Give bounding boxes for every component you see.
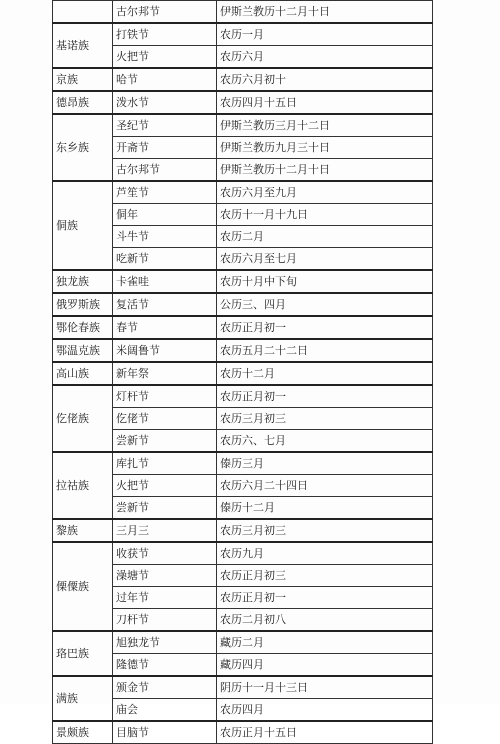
festival-date-cell: 农历一月	[217, 23, 433, 46]
table-row	[53, 631, 433, 654]
table-row	[53, 68, 433, 91]
festival-name-cell: 吃新节	[113, 248, 217, 271]
festival-name-cell: 火把节	[113, 475, 217, 497]
festival-date-cell: 农历正月初一	[217, 385, 433, 408]
festival-name-cell: 目脑节	[113, 721, 217, 744]
festival-date-cell: 农历正月初三	[217, 565, 433, 587]
table-row	[53, 293, 433, 316]
ethnic-group-cell: 德昂族	[53, 91, 113, 114]
festival-name-cell: 过年节	[113, 587, 217, 609]
ethnic-group-cell: 景颇族	[53, 721, 113, 744]
festival-name-cell: 新年祭	[113, 362, 217, 385]
festival-date-cell: 傣历三月	[217, 452, 433, 475]
festival-name-cell: 澡塘节	[113, 565, 217, 587]
festival-date-cell: 农历六月至九月	[217, 181, 433, 204]
festival-table	[52, 0, 433, 744]
ethnic-group-cell: 基诺族	[53, 23, 113, 68]
festival-name-cell: 侗年	[113, 204, 217, 226]
festival-date-cell: 伊斯兰教历三月十二日	[217, 114, 433, 137]
table-row	[53, 385, 433, 408]
festival-date-cell: 农历二月	[217, 226, 433, 248]
festival-date-cell: 农历六月	[217, 46, 433, 69]
festival-name-cell: 庙会	[113, 699, 217, 722]
festival-date-cell: 傣历十二月	[217, 497, 433, 520]
festival-date-cell: 伊斯兰教历十二月十日	[217, 1, 433, 24]
festival-date-cell: 农历正月初一	[217, 587, 433, 609]
festival-date-cell: 伊斯兰教历九月三十日	[217, 137, 433, 159]
ethnic-group-cell: 高山族	[53, 362, 113, 385]
festival-name-cell: 斗牛节	[113, 226, 217, 248]
festival-name-cell: 隆德节	[113, 654, 217, 677]
festival-name-cell: 圣纪节	[113, 114, 217, 137]
ethnic-group-cell: 鄂温克族	[53, 339, 113, 362]
festival-name-cell: 米阔鲁节	[113, 339, 217, 362]
festival-date-cell: 农历十月中下旬	[217, 270, 433, 293]
festival-date-cell: 农历正月初一	[217, 316, 433, 339]
table-row	[53, 362, 433, 385]
festival-name-cell: 古尔邦节	[113, 159, 217, 182]
festival-name-cell: 春节	[113, 316, 217, 339]
ethnic-group-cell: 独龙族	[53, 270, 113, 293]
table-row	[53, 676, 433, 699]
ethnic-group-cell: 鄂伦春族	[53, 316, 113, 339]
ethnic-group-cell: 拉祜族	[53, 452, 113, 519]
festival-name-cell: 泼水节	[113, 91, 217, 114]
table-row	[53, 316, 433, 339]
table-row	[53, 91, 433, 114]
festival-date-cell: 农历九月	[217, 542, 433, 565]
festival-name-cell: 三月三	[113, 519, 217, 542]
table-row	[53, 721, 433, 744]
table-row	[53, 1, 433, 24]
table-row	[53, 181, 433, 204]
festival-date-cell: 农历四月十五日	[217, 91, 433, 114]
ethnic-group-cell: 傈僳族	[53, 542, 113, 631]
ethnic-group-cell: 满族	[53, 676, 113, 721]
table-row	[53, 23, 433, 46]
festival-name-cell: 开斋节	[113, 137, 217, 159]
table-row	[53, 114, 433, 137]
festival-name-cell: 卡雀哇	[113, 270, 217, 293]
festival-name-cell: 芦笙节	[113, 181, 217, 204]
ethnic-group-cell: 京族	[53, 68, 113, 91]
festival-name-cell: 打铁节	[113, 23, 217, 46]
festival-name-cell: 收获节	[113, 542, 217, 565]
festival-date-cell: 伊斯兰教历十二月十日	[217, 159, 433, 182]
festival-date-cell: 阴历十一月十三日	[217, 676, 433, 699]
festival-date-cell: 农历十二月	[217, 362, 433, 385]
festival-name-cell: 仡佬节	[113, 408, 217, 430]
festival-date-cell: 农历正月十五日	[217, 721, 433, 744]
festival-name-cell: 尝新节	[113, 430, 217, 453]
ethnic-group-cell: 侗族	[53, 181, 113, 270]
festival-name-cell: 尝新节	[113, 497, 217, 520]
festival-name-cell: 库扎节	[113, 452, 217, 475]
festival-date-cell: 农历六月初十	[217, 68, 433, 91]
ethnic-group-cell: 仡佬族	[53, 385, 113, 452]
festival-name-cell: 复活节	[113, 293, 217, 316]
festival-date-cell: 农历六、七月	[217, 430, 433, 453]
festival-date-cell: 藏历二月	[217, 631, 433, 654]
festival-date-cell: 农历六月至七月	[217, 248, 433, 271]
festival-name-cell: 火把节	[113, 46, 217, 69]
festival-name-cell: 刀杆节	[113, 609, 217, 632]
festival-date-cell: 农历三月初三	[217, 408, 433, 430]
ethnic-group-cell: 黎族	[53, 519, 113, 542]
festival-date-cell: 农历三月初三	[217, 519, 433, 542]
festival-name-cell: 颁金节	[113, 676, 217, 699]
ethnic-group-cell: 俄罗斯族	[53, 293, 113, 316]
table-row	[53, 270, 433, 293]
festival-date-cell: 农历五月二十二日	[217, 339, 433, 362]
table-row	[53, 339, 433, 362]
festival-name-cell: 古尔邦节	[113, 1, 217, 24]
festival-date-cell: 农历四月	[217, 699, 433, 722]
festival-date-cell: 农历十一月十九日	[217, 204, 433, 226]
festival-name-cell: 哈节	[113, 68, 217, 91]
festival-name-cell: 灯杆节	[113, 385, 217, 408]
ethnic-group-cell	[53, 1, 113, 24]
festival-date-cell: 公历三、四月	[217, 293, 433, 316]
table-row	[53, 452, 433, 475]
table-row	[53, 519, 433, 542]
festival-name-cell: 旭独龙节	[113, 631, 217, 654]
festival-date-cell: 藏历四月	[217, 654, 433, 677]
festival-date-cell: 农历二月初八	[217, 609, 433, 632]
ethnic-group-cell: 东乡族	[53, 114, 113, 181]
festival-date-cell: 农历六月二十四日	[217, 475, 433, 497]
table-row	[53, 542, 433, 565]
festival-table-body	[53, 1, 433, 744]
ethnic-group-cell: 珞巴族	[53, 631, 113, 676]
